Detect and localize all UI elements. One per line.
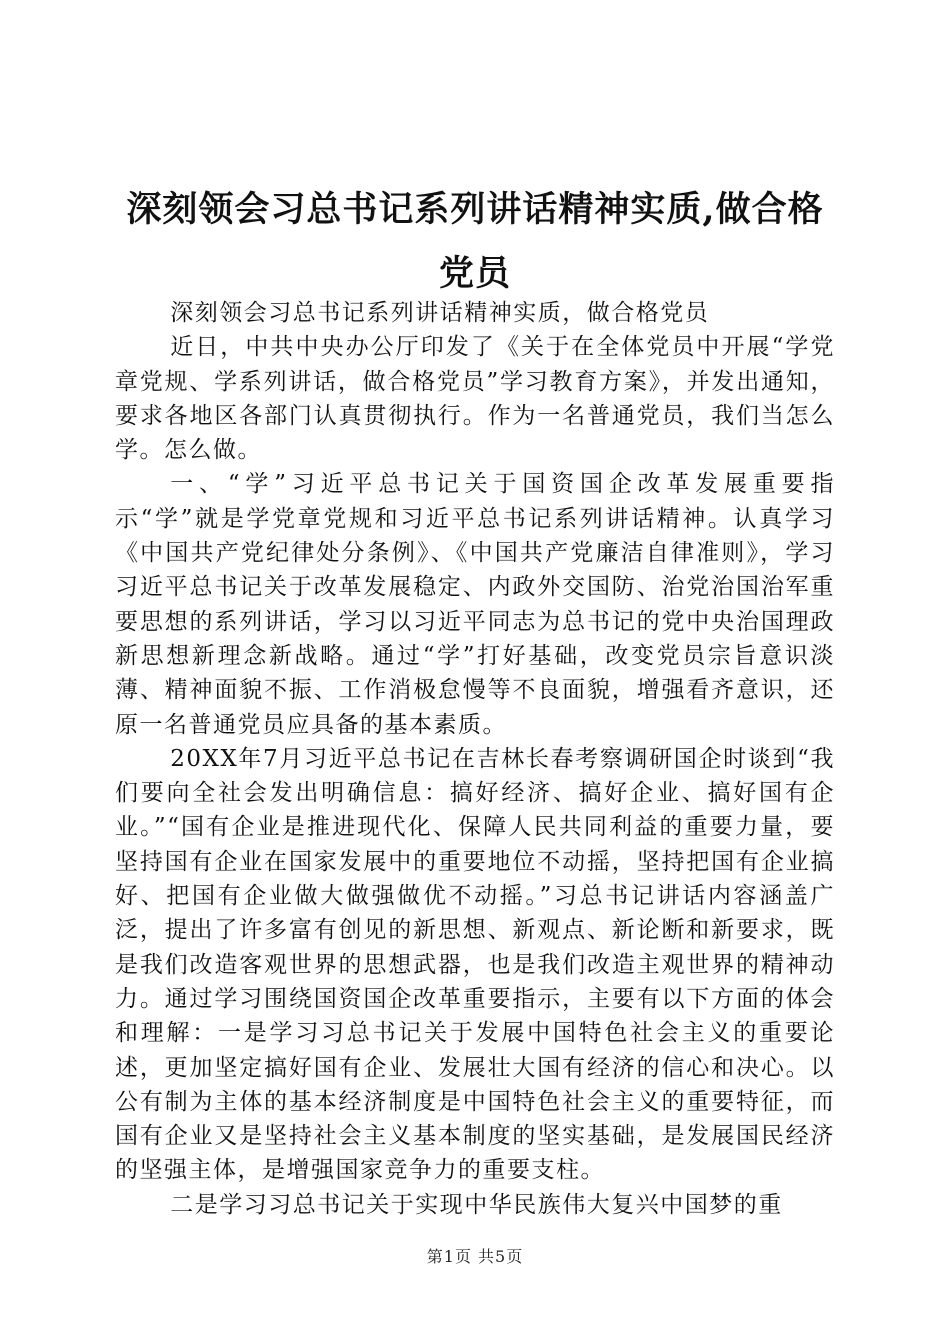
document-body [115, 296, 835, 1222]
paragraph-intro: 近日，中共中央办公厅印发了《关于在全体党员中开展“学党章党规、学系列讲话，做合格党员”学习教育方案》，并发出通知，要求各地区各部门认真贯彻执行。作为一名普通党员，我们当怎么学。怎么做。 [115, 334, 835, 464]
paragraph-section-one: 一、“学”习近平总书记关于国资国企改革发展重要指示“学”就是学党章党规和习近平总书记系列讲话精神。认真学习《中国共产党纪律处分条例》、《中国共产党廉洁自律准则》，学习习近平总书记关于改革发展稳定、内政外交国防、治党治国治军重要思想的系列讲话，学习以习近平同志为总书记的党中央治国理政新思想新理念新战略。通过“学”打好基础，改变党员宗旨意识淡薄、精神面貌不振、工作消极怠慢等不良面貌，增强看齐意识，还原一名普通党员应具备的基本素质。 [115, 471, 835, 738]
paragraph-subtitle: 深刻领会习总书记系列讲话精神实质，做合格党员 [170, 300, 710, 326]
paragraph-second-point: 二是学习习总书记关于实现中华民族伟大复兴中国梦的重 [170, 1191, 783, 1218]
paragraph-speech: 20XX年7月习近平总书记在吉林长春考察调研国企时谈到“我们要向全社会发出明确信息：搞好经济、搞好企业、搞好国有企业。”“国有企业是推进现代化、保障人民共同利益的重要力量，要坚持国有企业在国家发展中的重要地位不动摇，坚持把国有企业搞好、把国有企业做大做强做优不动摇。”习总书记讲话内容涵盖广泛，提出了许多富有创见的新思想、新观点、新论断和新要求，既是我们改造客观世界的思想武器，也是我们改造主观世界的精神动力。通过学习围绕国资国企改革重要指示，主要有以下方面的体会和理解：一是学习习总书记关于发展中国特色社会主义的重要论述，更加坚定搞好国有企业、发展壮大国有经济的信心和决心。以公有制为主体的基本经济制度是中国特色社会主义的重要特征，而国有企业又是坚持社会主义基本制度的坚实基础，是发展国民经济的坚强主体，是增强国家竞争力的重要支柱。 [115, 745, 835, 1184]
document-title: 深刻领会习总书记系列讲话精神实质,做合格党员 [126, 189, 824, 294]
page-number-footer: 第1页 共5页 [426, 1247, 524, 1266]
